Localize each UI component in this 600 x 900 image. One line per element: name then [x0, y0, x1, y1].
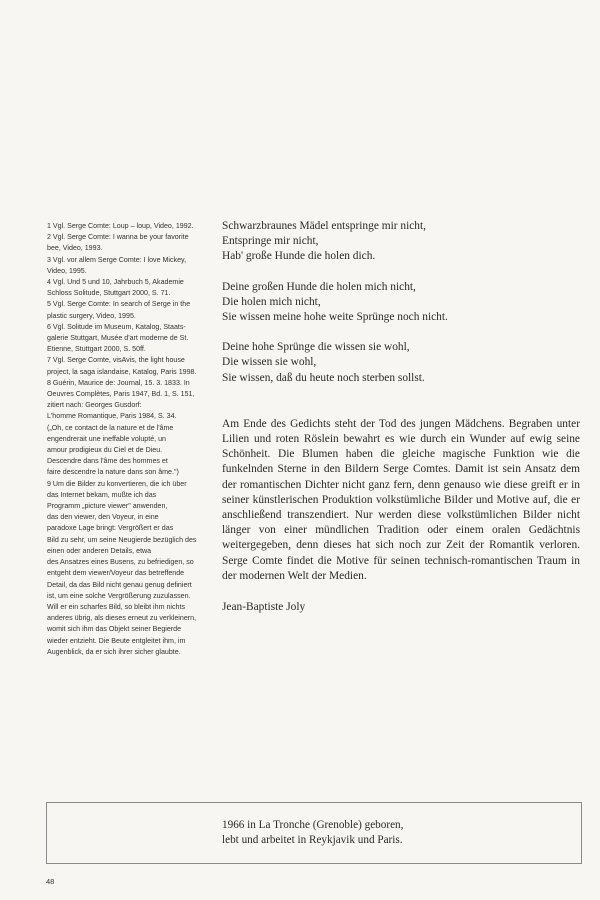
footnote-1: 1 Vgl. Serge Comte: Loup – loup, Video, 1992.: [47, 222, 194, 230]
essay-paragraph: Am Ende des Gedichts steht der Tod des jungen Mädchens. Begraben unter Lilien und roten Röslein bewahrt es wie durch ein Wunder auf ewig seine Schönheit. Die Blumen haben die gleiche magische Funktion wie die funkelnden Sterne in den Bildern Serge Comtes. Damit ist sein Ansatz dem der romantischen Dichter nicht ganz fern, denn genauso wie diese greift er in seiner künstlerischen Produktion volkstümliche Bilder und Motive auf, die er anschließend transzendiert. Nur werden diese volkstümlichen Bilder nicht länger von einer mündlichen Tradition oder einem oralen Gedächtnis weitergegeben, denn dieses hat sich noch zur Zeit der Romantik verloren. Serge Comte findet die Motive für seinen technisch-romantischen Traum in der modernen Welt der Medien.: [222, 417, 580, 582]
poem-stanza-2: Deine großen Hunde die holen mich nicht, Die holen mich nicht, Sie wissen meine hohe weite Sprünge noch nicht.: [222, 280, 448, 324]
footnote-5: 5 Vgl. Serge Comte: In search of Serge in the plastic surgery, Video, 1995.: [47, 300, 191, 320]
footnote-2: 2 Vgl. Serge Comte: I wanna be your favorite bee, Video, 1993.: [47, 233, 189, 253]
footnote-3: 3 Vgl. vor allem Serge Comte: I love Mickey, Video, 1995.: [47, 255, 187, 275]
page-number: 48: [46, 877, 55, 886]
main-text-column: [222, 219, 580, 615]
poem-stanza-1: Schwarzbraunes Mädel entspringe mir nicht, Entspringe mir nicht, Hab' große Hunde die holen dich.: [222, 220, 427, 263]
artist-bio-text: 1966 in La Tronche (Grenoble) geboren, lebt und arbeitet in Reykjavik und Paris.: [222, 819, 404, 846]
poem-stanza-3: Deine hohe Sprünge die wissen sie wohl, Die wissen sie wohl, Sie wissen, daß du heute noch sterben sollst.: [222, 341, 425, 384]
footnote-9: 9 Um die Bilder zu konvertieren, die ich über das Internet bekam, mußte ich das Programm „picture viewer" anwenden, das den viewer, den Voyeur, in eine paradoxe Lage bringt: Vergrößert er das Bild zu sehr, um seine Neugierde bezüglich des einen oder anderen Details, etwa des Ansatzes eines Busens, zu befriedigen, so entgeht dem viewer/Voyeur das betreffende Detail, da das Bild nicht genau genug definiert ist, um eine solche Vergrößerung zuzulassen. Will er ein scharfes Bild, so bleibt ihm nichts anderes übrig, als dieses erneut zu verkleinern, womit sich ihm das Objekt seiner Begierde wieder entzieht. Die Beute entgleitet ihm, im Augenblick, da er sich ihrer sicher glaubte.: [47, 479, 197, 656]
footnote-7: 7 Vgl. Serge Comte, visAvis, the light house project, la saga islandaise, Katalog, Paris 1998.: [47, 356, 197, 376]
author-name: Jean-Baptiste Joly: [222, 601, 306, 614]
footnote-6: 6 Vgl. Solitude im Museum, Katalog, Staats- galerie Stuttgart, Musée d'art moderne de St. Etienne, Stuttgart 2000, S. 50ff.: [47, 322, 189, 354]
footnote-4: 4 Vgl. Und 5 und 10, Jahrbuch 5, Akademie Schloss Solitude, Stuttgart 2000, S. 71.: [47, 278, 184, 298]
footnote-8: 8 Guérin, Maurice de: Journal, 15. 3. 1833. In Oeuvres Complètes, Paris 1947, Bd. 1, S. 151, zitiert nach: Georges Gusdorf: L'homme Romantique, Paris 1984, S. 34. („Oh, ce contact de la nature et de l'âme engendrerait une ineffable volupté, un amour prodigieux du Ciel et de Dieu. Descendre dans l'âme des hommes et faire descendre la nature dans son âme."): [47, 378, 195, 477]
artist-bio-box: [46, 802, 582, 864]
footnotes-column: [47, 221, 203, 658]
